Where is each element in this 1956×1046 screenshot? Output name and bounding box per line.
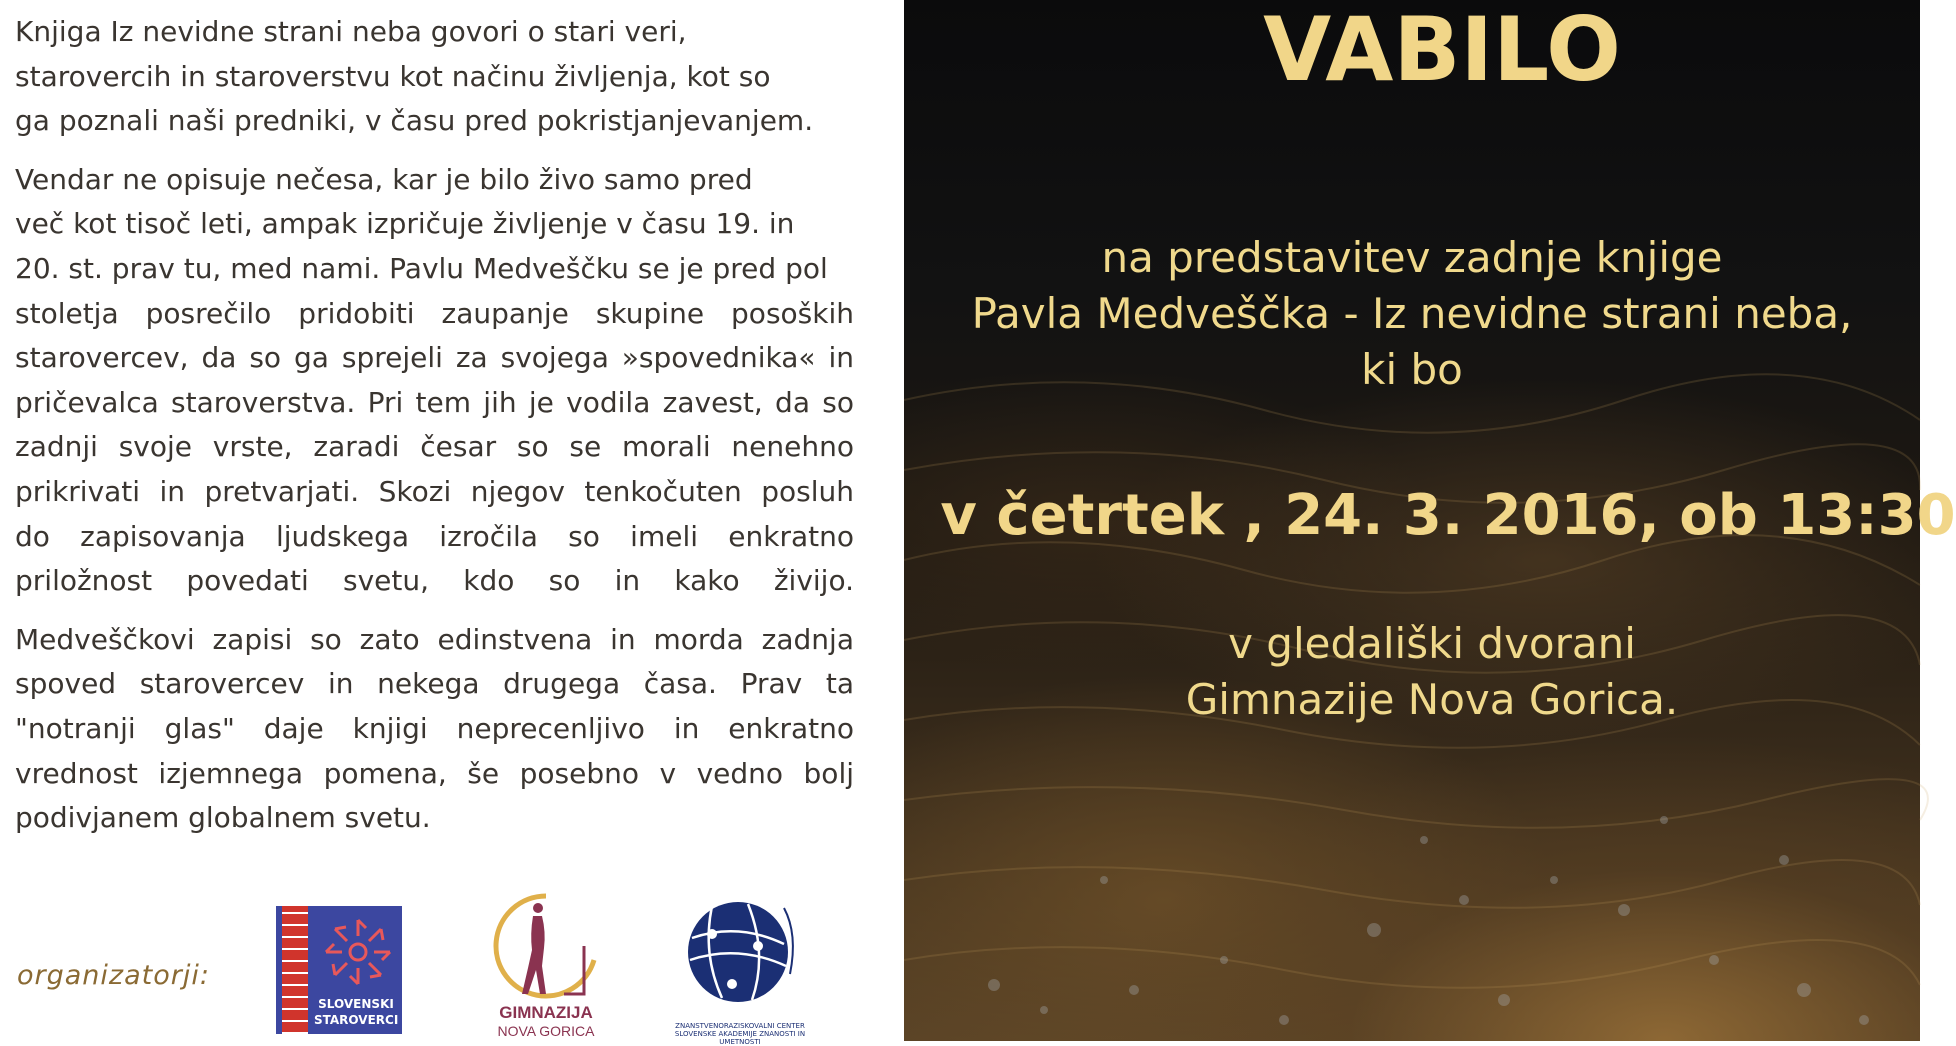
paragraph-line: 20. st. prav tu, med nami. Pavlu Medveščku se je pred pol <box>15 251 828 285</box>
paragraph-intro <box>15 10 854 144</box>
logo-text-line: SLOVENSKI <box>318 997 394 1011</box>
staroverci-logo-text <box>314 996 398 1028</box>
paragraph-line: zadnji svoje vrste, zaradi česar so se morali nenehno <box>15 430 854 464</box>
zrc-sazu-logo <box>672 894 808 1046</box>
logo-text-line: STAROVERCI <box>314 1013 399 1027</box>
paragraph-line: Medveščkovi zapisi so zato edinstvena in morda zadnja <box>15 622 854 656</box>
star-symbol-icon <box>320 914 396 990</box>
globe-icon <box>672 894 808 1020</box>
paragraph-line: prikrivati in pretvarjati. Skozi njegov tenkočuten posluh <box>15 474 854 508</box>
invitation-line: ki bo <box>1361 345 1463 394</box>
organizers-label: organizatorji: <box>17 960 210 991</box>
paragraph-line: "notranji glas" daje knjigi neprecenljivo in enkratno <box>15 711 854 745</box>
gimnazija-logo-title: GIMNAZIJA <box>499 1003 593 1022</box>
paragraph-line: Vendar ne opisuje nečesa, kar je bilo živo samo pred <box>15 162 753 196</box>
invitation-line: na predstavitev zadnje knjige <box>1101 233 1723 282</box>
paragraph-main <box>15 158 854 604</box>
gimnazija-nova-gorica-logo <box>486 890 606 1041</box>
paragraph-line: starovercih in staroverstvu kot načinu življenja, kot so <box>15 59 771 93</box>
paragraph-line: vrednost izjemnega pomena, še posebno v vedno bolj <box>15 756 854 790</box>
event-date: v četrtek , 24. 3. 2016, ob 13:30 <box>940 483 1956 548</box>
paragraph-line: spoved starovercev in nekega drugega časa. Prav ta <box>15 667 854 701</box>
paragraph-line: Knjiga Iz nevidne strani neba govori o stari veri, <box>15 15 687 48</box>
organizers-section <box>0 890 904 1046</box>
paragraph-line: starovercev, da so ga sprejeli za svojega »spovednika« in <box>15 341 854 375</box>
slovenski-staroverci-logo <box>276 906 402 1034</box>
book-description-panel <box>0 0 904 1046</box>
zrc-logo-text: ZNANSTVENORAZISKOVALNI CENTER SLOVENSKE AKADEMIJE ZNANOSTI IN UMETNOSTI <box>674 1022 806 1046</box>
paragraph-line: priložnost povedati svetu, kdo so in kako živijo. <box>15 564 854 598</box>
paragraph-line: pričevalca staroverstva. Pri tem jih je vodila zavest, da so <box>15 385 854 419</box>
paragraph-line: do zapisovanja ljudskega izročila so imeli enkratno <box>15 519 854 553</box>
paragraph-line: ga poznali naši predniki, v času pred pokristjanjevanjem. <box>15 104 814 138</box>
gimnazija-logo-subtitle: NOVA GORICA <box>497 1023 595 1039</box>
venue-line: Gimnazije Nova Gorica. <box>1185 675 1679 724</box>
invitation-panel <box>904 0 1956 1041</box>
ornament-band <box>282 906 308 1034</box>
paragraph-line: več kot tisoč leti, ampak izpričuje življenje v času 19. in <box>15 207 795 241</box>
venue-line: v gledališki dvorani <box>1228 619 1636 668</box>
paragraph-line: podivjanem globalnem svetu. <box>15 801 431 835</box>
invitation-line: Pavla Medveščka - Iz nevidne strani neba, <box>971 289 1853 338</box>
paragraph-closing <box>15 618 854 841</box>
invitation-title: VABILO <box>1263 0 1621 101</box>
walking-figure-icon <box>486 890 606 1005</box>
paragraph-line: stoletja posrečilo pridobiti zaupanje skupine posoških <box>15 296 854 330</box>
